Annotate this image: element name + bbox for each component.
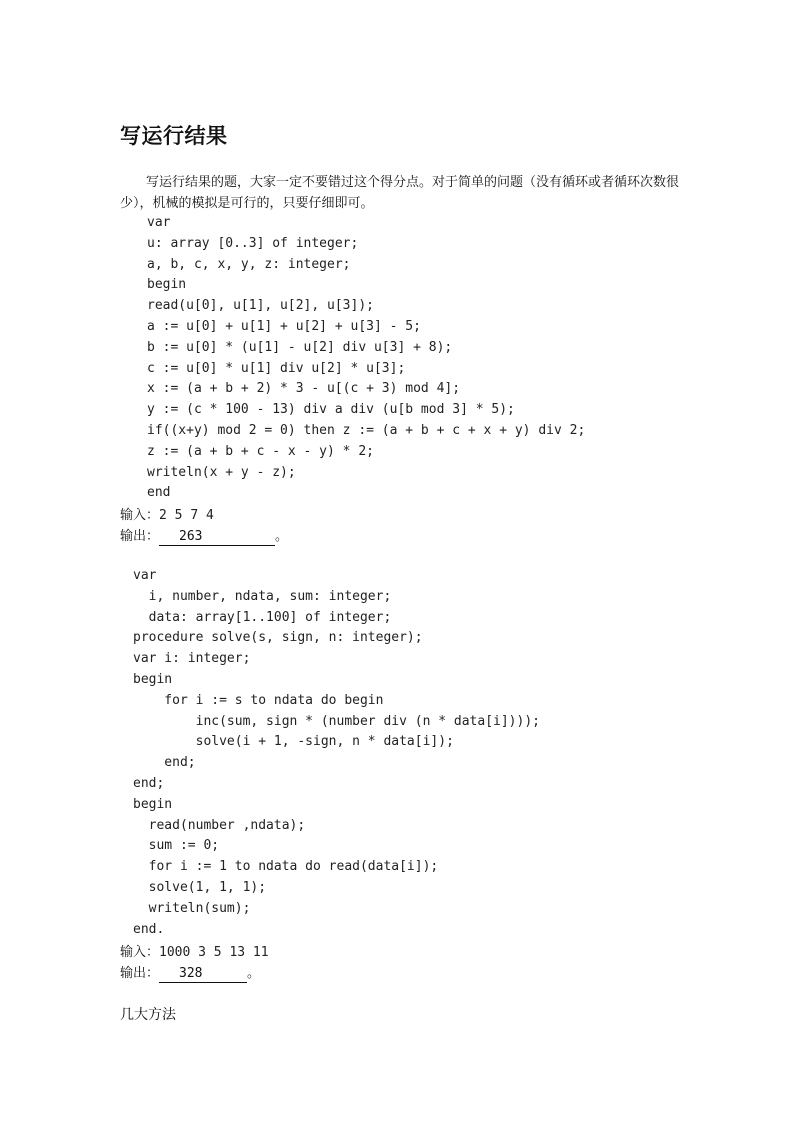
- code-line: var i: integer;: [133, 651, 251, 667]
- code-line: begin: [147, 277, 187, 293]
- program-2-output: [120, 963, 260, 984]
- code-line: read(number ,ndata);: [133, 817, 306, 833]
- code-line: solve(i + 1, -sign, n * data[i]);: [133, 734, 454, 750]
- code-line: procedure solve(s, sign, n: integer);: [133, 630, 423, 646]
- input-value: 2 5 7 4: [159, 508, 214, 523]
- code-line: u: array [0..3] of integer;: [147, 235, 359, 251]
- code-line: a, b, c, x, y, z: integer;: [147, 256, 351, 272]
- code-line: data: array[1..100] of integer;: [133, 609, 392, 625]
- code-line: end;: [133, 775, 165, 791]
- next-section-heading: 几大方法: [120, 1007, 176, 1023]
- code-line: x := (a + b + 2) * 3 - u[(c + 3) mod 4];: [147, 381, 461, 397]
- input-value: 1000 3 5 13 11: [159, 945, 269, 960]
- code-line: y := (c * 100 - 13) div a div (u[b mod 3] * 5);: [147, 402, 515, 418]
- code-line: end;: [133, 755, 196, 771]
- output-answer-blank: 328: [159, 966, 247, 983]
- program-2-code: [133, 566, 540, 940]
- input-label: 输入：: [120, 508, 160, 523]
- code-line: a := u[0] + u[1] + u[2] + u[3] - 5;: [147, 318, 421, 334]
- code-line: z := (a + b + c - x - y) * 2;: [147, 443, 374, 459]
- code-line: begin: [133, 796, 173, 812]
- intro-text: 写运行结果的题，大家一定不要错过这个得分点。对于简单的问题（没有循环或者循环次数很少），机械的模拟是可行的，只要仔细即可。: [120, 175, 680, 211]
- output-answer-blank: 263: [159, 529, 275, 546]
- code-line: c := u[0] * u[1] div u[2] * u[3];: [147, 360, 406, 376]
- code-line: begin: [133, 671, 173, 687]
- output-label: 输出：: [120, 966, 160, 981]
- output-end-punct: 。: [275, 529, 289, 544]
- code-line: writeln(x + y - z);: [147, 464, 296, 480]
- section-heading: 写运行结果: [120, 124, 228, 148]
- code-line: end.: [133, 921, 165, 937]
- code-line: var: [147, 215, 171, 230]
- input-label: 输入：: [120, 945, 160, 960]
- code-line: for i := 1 to ndata do read(data[i]);: [133, 859, 439, 875]
- code-line: if((x+y) mod 2 = 0) then z := (a + b + c + x + y) div 2;: [147, 422, 586, 438]
- program-1-code: [147, 213, 585, 504]
- code-line: i, number, ndata, sum: integer;: [133, 588, 392, 604]
- code-line: inc(sum, sign * (number div (n * data[i])));: [133, 713, 540, 729]
- code-line: read(u[0], u[1], u[2], u[3]);: [147, 298, 374, 314]
- code-line: end: [147, 485, 171, 501]
- program-2-input: [120, 942, 269, 963]
- code-line: b := u[0] * (u[1] - u[2] div u[3] + 8);: [147, 339, 453, 355]
- program-1-output: [120, 526, 288, 547]
- code-line: solve(1, 1, 1);: [133, 879, 267, 895]
- program-1-input: [120, 505, 214, 526]
- code-line: var: [133, 568, 157, 583]
- output-label: 输出：: [120, 529, 160, 544]
- code-line: sum := 0;: [133, 838, 220, 854]
- code-line: writeln(sum);: [133, 900, 251, 916]
- code-line: for i := s to ndata do begin: [133, 692, 384, 708]
- output-end-punct: 。: [247, 966, 261, 981]
- intro-paragraph: [120, 172, 680, 214]
